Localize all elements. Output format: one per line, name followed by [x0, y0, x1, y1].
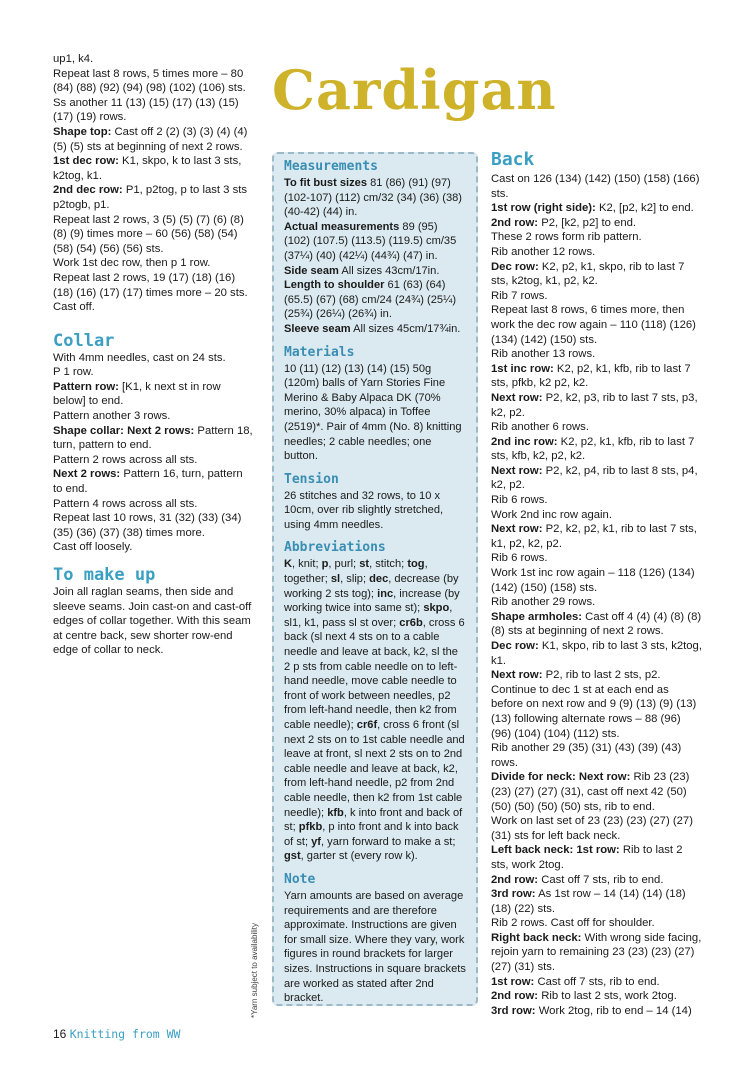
- instruction-text: [K1, k next st in row below] to end.: [53, 380, 221, 408]
- body-text: P 1 row.: [53, 366, 94, 379]
- instruction-text: P2, [k2, p2] to end.: [538, 216, 637, 229]
- instruction-text: K1, skpo, k to last 3 sts, k2tog, k1.: [53, 155, 242, 182]
- abbreviation-term: inc: [377, 587, 394, 600]
- body-text: Pattern 4 rows across all sts.: [53, 497, 198, 510]
- back-instruction-line: [491, 639, 703, 668]
- instruction-label: Shape collar: Next 2 rows:: [53, 424, 195, 437]
- instruction-label: 1st row:: [491, 975, 535, 988]
- instruction-text: With wrong side facing, rejoin yarn to remaining 23 (23) (23) (27) (27) (31) sts.: [491, 931, 702, 974]
- instruction-text: These 2 rows form rib pattern.: [491, 231, 642, 244]
- instruction-text: Rib to last 2 sts, work 2tog.: [491, 844, 683, 871]
- instruction-label: Next row:: [491, 523, 543, 536]
- instruction-label: Shape armholes:: [491, 610, 583, 623]
- instruction-text: P2, k2, p3, rib to last 7 sts, p3, k2, p2.: [491, 391, 698, 419]
- instruction-text: P2, k2, p4, rib to last 8 sts, p4, k2, p2.: [491, 464, 698, 492]
- instruction-label: Dec row:: [491, 260, 539, 273]
- back-instruction-line: [491, 201, 703, 216]
- make-up-heading: To make up: [53, 565, 156, 585]
- instruction-text: Rib 2 rows. Cast off for shoulder.: [491, 917, 655, 930]
- back-instruction-line: [491, 814, 703, 843]
- instruction-text: Pattern 16, turn, pattern to end.: [53, 468, 243, 496]
- instruction-label: 2nd inc row:: [491, 435, 558, 448]
- back-instruction-line: [491, 230, 703, 245]
- instruction-label: 2nd row:: [491, 873, 539, 886]
- instruction-label: 2nd row:: [491, 216, 539, 229]
- back-instruction-line: [491, 975, 703, 990]
- instruction-text: Cast off 7 sts, rib to end.: [538, 873, 664, 886]
- measure-label: Length to shoulder: [284, 279, 385, 292]
- body-text: Ss another 11 (13) (15) (17) (13) (15) (17) (19) rows.: [53, 96, 239, 124]
- instruction-pattern-row: [53, 380, 253, 409]
- back-instruction-line: [491, 1004, 703, 1019]
- back-instruction-line: [491, 668, 703, 683]
- abbreviation-definition: , p into front and k into back of st;: [284, 821, 459, 848]
- abbreviation-term: yf: [311, 835, 322, 848]
- abbreviation-term: p: [321, 558, 329, 571]
- body-text: Join all raglan seams, then side and sleeve seams. Join cast-on and cast-off edges of collar together. With this seam at centre back, sew shorter row-end edge of collar to neck.: [53, 586, 252, 657]
- measure-label: Actual measurements: [284, 220, 400, 233]
- back-instruction-line: [491, 551, 703, 566]
- availability-note: [250, 918, 264, 1018]
- instruction-text: Cast off 2 (2) (3) (3) (4) (4) (5) (5) sts at beginning of next 2 rows.: [53, 125, 248, 153]
- abbreviation-term: tog: [407, 558, 425, 571]
- back-instruction-line: [491, 245, 703, 260]
- note-text: Yarn amounts are based on average requirements and are therefore approximate. Instructions are given for small size. Where they vary, work figures in round brackets for larger sizes. Instructions in square brackets are worked as stated after 2nd bracket.: [284, 889, 466, 1005]
- body-text: With 4mm needles, cast on 24 sts.: [53, 351, 226, 364]
- back-instruction-line: [491, 303, 703, 347]
- instruction-text: Pattern 18, turn, pattern to end.: [53, 424, 253, 452]
- instruction-label: Shape top:: [53, 125, 112, 138]
- instruction-text: Rib another 29 rows.: [491, 596, 596, 609]
- body-text: Repeat last 2 rows, 19 (17) (18) (16) (18) (16) (17) (17) times more – 20 sts.: [53, 271, 248, 299]
- measure-text: All sizes 45cm/17¾in.: [350, 322, 461, 335]
- abbreviation-term: kfb: [327, 806, 344, 819]
- right-column: [491, 150, 703, 1018]
- instruction-label: 3rd row:: [491, 1004, 536, 1017]
- back-instruction-line: [491, 464, 703, 493]
- instruction-text: Rib another 12 rows.: [491, 245, 596, 258]
- instruction-text: As 1st row – 14 (14) (14) (18) (18) (22) sts.: [491, 888, 686, 915]
- instruction-label: Dec row:: [491, 640, 539, 652]
- measure-actual: [284, 220, 466, 264]
- back-instruction-line: [491, 347, 703, 362]
- instruction-text: Rib another 6 rows.: [491, 421, 589, 434]
- instruction-text: Work 1st inc row again – 118 (126) (134) (142) (150) (158) sts.: [491, 567, 695, 594]
- measure-sleeve: [284, 322, 466, 337]
- abbreviation-definition: , together;: [284, 558, 428, 586]
- abbreviation-term: pfkb: [298, 821, 323, 834]
- measure-length: [284, 278, 466, 322]
- instruction-label: 3rd row:: [491, 888, 536, 901]
- abbreviation-definition: , k into front and back of st;: [284, 806, 463, 834]
- body-text: Pattern another 3 rows.: [53, 410, 171, 423]
- tension-heading: Tension: [284, 471, 339, 487]
- body-text: Repeat last 8 rows, 5 times more – 80 (84) (88) (92) (94) (98) (102) (106) sts.: [53, 67, 246, 95]
- measure-label: Sleeve seam: [284, 322, 351, 335]
- instruction-shape-collar: [53, 424, 253, 453]
- abbreviation-term: st: [359, 558, 370, 571]
- instruction-text: P2, rib to last 2 sts, p2.: [542, 669, 661, 682]
- back-instruction-line: [491, 770, 703, 814]
- back-instruction-line: [491, 610, 703, 639]
- instruction-text: Cast on 126 (134) (142) (150) (158) (166) sts.: [491, 173, 700, 200]
- instruction-text: Cast off 4 (4) (4) (8) (8) (8) sts at beginning of next 2 rows.: [491, 610, 702, 638]
- back-instruction-line: [491, 508, 703, 523]
- abbreviation-definition: , stitch;: [369, 558, 408, 571]
- instruction-text: Continue to dec 1 st at each end as before on next row and 9 (9) (13) (9) (13) (13) following alternate rows – 88 (96) (96) (104) (104) (112) sts.: [491, 683, 697, 740]
- back-instruction-line: [491, 216, 703, 231]
- collar-heading: Collar: [53, 330, 115, 351]
- instruction-text: Work on last set of 23 (23) (23) (27) (27) (31) sts for left back neck.: [491, 815, 693, 842]
- back-instruction-line: [491, 522, 703, 551]
- back-instruction-line: [491, 566, 703, 595]
- abbreviation-definition: , cross 6 front (sl next 2 sts on to 1st cable needle and leave at front, sl next 2 sts on to 2nd cable needle and leave at back, k2, from left-hand needle, p2 from 2nd cable needle, then k2 from 1st cable needle);: [284, 719, 465, 819]
- abbreviation-term: cr6f: [356, 719, 378, 731]
- abbreviation-term: dec: [369, 573, 389, 586]
- back-instruction-line: [491, 493, 703, 508]
- body-text: up1, k4.: [53, 53, 94, 65]
- body-text: Cast off.: [53, 301, 95, 314]
- magazine-name: Knitting from WW: [69, 1027, 181, 1041]
- instruction-label: 1st inc row:: [491, 362, 554, 375]
- abbreviation-term: cr6b: [399, 616, 423, 629]
- back-instruction-line: [491, 260, 703, 289]
- materials-heading: Materials: [284, 344, 355, 360]
- abbreviation-definition: , purl;: [328, 558, 360, 571]
- back-instruction-line: [491, 683, 703, 741]
- back-instruction-line: [491, 595, 703, 610]
- instruction-label: Divide for neck: Next row:: [491, 771, 631, 784]
- instruction-label: Next row:: [491, 391, 543, 404]
- body-text: Work 1st dec row, then p 1 row.: [53, 257, 211, 270]
- back-instruction-line: [491, 741, 703, 770]
- instruction-label: Next row:: [491, 464, 543, 477]
- back-instruction-line: [491, 435, 703, 464]
- instruction-label: Pattern row:: [53, 380, 119, 393]
- measure-fit-bust: [284, 176, 466, 220]
- instruction-second-dec: [53, 183, 253, 212]
- back-heading: Back: [491, 149, 535, 170]
- instruction-text: K2, [p2, k2] to end.: [595, 202, 694, 215]
- instruction-label: 2nd row:: [491, 990, 539, 1003]
- back-instruction-line: [491, 391, 703, 420]
- instruction-text: K2, p2, k1, kfb, rib to last 7 sts, kfb, k2, p2, k2.: [491, 435, 695, 463]
- left-column: [53, 52, 253, 658]
- abbreviation-definition: , increase (by working twice into same st);: [284, 587, 460, 615]
- back-instruction-line: [491, 843, 703, 872]
- info-box: [272, 152, 478, 1006]
- abbreviation-definition: , yarn forward to make a st;: [321, 835, 456, 848]
- instruction-text: Cast off 7 sts, rib to end.: [534, 975, 660, 988]
- instruction-text: Work 2nd inc row again.: [491, 508, 612, 521]
- instruction-first-dec: [53, 154, 253, 183]
- back-instruction-line: [491, 989, 703, 1004]
- instruction-text: Rib 6 rows.: [491, 494, 548, 507]
- instruction-label: 1st dec row:: [53, 155, 119, 168]
- back-instruction-line: [491, 420, 703, 435]
- instruction-text: Rib another 13 rows.: [491, 348, 596, 361]
- measure-label: Side seam: [284, 264, 339, 277]
- abbreviation-definition: , slip;: [340, 573, 370, 586]
- instruction-text: Rib 23 (23) (23) (27) (27) (31), cast off next 42 (50) (50) (50) (50) (50) sts, rib to end.: [491, 771, 690, 813]
- measure-text: All sizes 43cm/17in.: [338, 264, 440, 277]
- back-instruction-line: [491, 887, 703, 916]
- abbreviation-term: gst: [284, 850, 301, 863]
- abbreviations-heading: Abbreviations: [284, 540, 386, 556]
- page-title: Cardigan: [272, 58, 557, 122]
- back-instruction-line: [491, 931, 703, 975]
- instruction-text: K2, p2, k1, skpo, rib to last 7 sts, k2tog, k1, p2, k2.: [491, 260, 685, 288]
- measure-text: 81 (86) (91) (97) (102-107) (112) cm/32 (34) (36) (38) (40-42) (44) in.: [284, 177, 462, 219]
- back-instruction-line: [491, 362, 703, 391]
- instruction-text: Rib another 29 (35) (31) (43) (39) (43) rows.: [491, 742, 682, 769]
- instruction-text: K1, skpo, rib to last 3 sts, k2tog, k1.: [491, 640, 702, 667]
- abbreviation-definition: , sl1, k1, pass sl st over;: [284, 602, 453, 629]
- instruction-label: Left back neck: 1st row:: [491, 844, 620, 857]
- instruction-text: Work 2tog, rib to end – 14 (14): [535, 1004, 692, 1017]
- instruction-text: P2, k2, p2, k1, rib to last 7 sts, k1, p2, k2, p2.: [491, 523, 697, 550]
- body-text: Pattern 2 rows across all sts.: [53, 453, 198, 466]
- measurements-heading: Measurements: [284, 159, 378, 174]
- measure-text: 61 (63) (64) (65.5) (67) (68) cm/24 (24¾) (25¼) (25¾) (26¼) (26¾) in.: [284, 279, 457, 321]
- instruction-label: Right back neck:: [491, 931, 582, 944]
- measure-text: 89 (95) (102) (107.5) (113.5) (119.5) cm/35 (37¼) (40) (42¼) (44¾) (47) in.: [284, 220, 457, 262]
- instruction-shape-top: [53, 125, 253, 154]
- instruction-label: Next row:: [491, 669, 543, 682]
- body-text: Repeat last 10 rows, 31 (32) (33) (34) (35) (36) (37) (38) times more.: [53, 512, 242, 539]
- body-text: Cast off loosely.: [53, 541, 133, 554]
- availability-note-text: *Yarn subject to availability: [250, 922, 259, 1018]
- abbreviations-list: [284, 557, 466, 863]
- abbreviation-definition: , knit;: [292, 558, 322, 571]
- tension-text: 26 stitches and 32 rows, to 10 x 10cm, over rib slightly stretched, using 4mm needles.: [284, 489, 444, 531]
- instruction-label: 1st row (right side):: [491, 202, 596, 215]
- back-instruction-line: [491, 916, 703, 931]
- instruction-text: Rib 7 rows.: [491, 289, 548, 302]
- body-text: Repeat last 2 rows, 3 (5) (5) (7) (6) (8) (8) (9) times more – 60 (56) (58) (54) (58) (54) (56) (56) sts.: [53, 213, 244, 255]
- abbreviation-definition: , garter st (every row k).: [300, 850, 418, 863]
- page-number: 16: [53, 1027, 67, 1041]
- page-footer: [53, 1027, 180, 1041]
- instruction-label: 2nd dec row:: [53, 184, 123, 197]
- instruction-text: K2, p2, k1, kfb, rib to last 7 sts, pfkb, k2 p2, k2.: [491, 362, 691, 390]
- back-instruction-line: [491, 172, 703, 201]
- instruction-label: Next 2 rows:: [53, 468, 121, 481]
- measure-label: To fit bust sizes: [284, 177, 368, 189]
- instruction-text: Repeat last 8 rows, 6 times more, then work the dec row again – 110 (118) (126) (134) (142) (150) sts.: [491, 304, 696, 346]
- instruction-text: Rib 6 rows.: [491, 552, 548, 565]
- instruction-text: Rib to last 2 sts, work 2tog.: [538, 990, 677, 1003]
- measure-side-seam: [284, 264, 466, 279]
- note-heading: Note: [284, 871, 316, 887]
- instruction-next-two-rows: [53, 467, 253, 496]
- instruction-text: P1, p2tog, p to last 3 sts p2togb, p1.: [53, 184, 248, 211]
- materials-text: 10 (11) (12) (13) (14) (15) 50g (120m) balls of Yarn Stories Fine Merino & Baby Alpaca DK (70% merino, 30% alpaca) in Toffee (2519)*. Pair of 4mm (No. 8) knitting needles; 2 cable needles; one button.: [284, 362, 462, 463]
- abbreviation-definition: , cross 6 back (sl next 4 sts on to a cable needle and leave at back, k2, sl the 2 p sts from cable needle on to left-hand needle, move cable needle to front of work between needles, p2 from left-hand needle, then k2 from cable needle);: [284, 616, 465, 731]
- back-instruction-line: [491, 873, 703, 888]
- back-instruction-line: [491, 289, 703, 304]
- back-instructions: [491, 172, 703, 1018]
- abbreviation-term: skpo: [423, 602, 450, 615]
- abbreviation-term: K: [284, 558, 293, 571]
- abbreviation-definition: , decrease (by working 2 sts tog);: [284, 573, 459, 600]
- abbreviation-term: sl: [330, 573, 341, 586]
